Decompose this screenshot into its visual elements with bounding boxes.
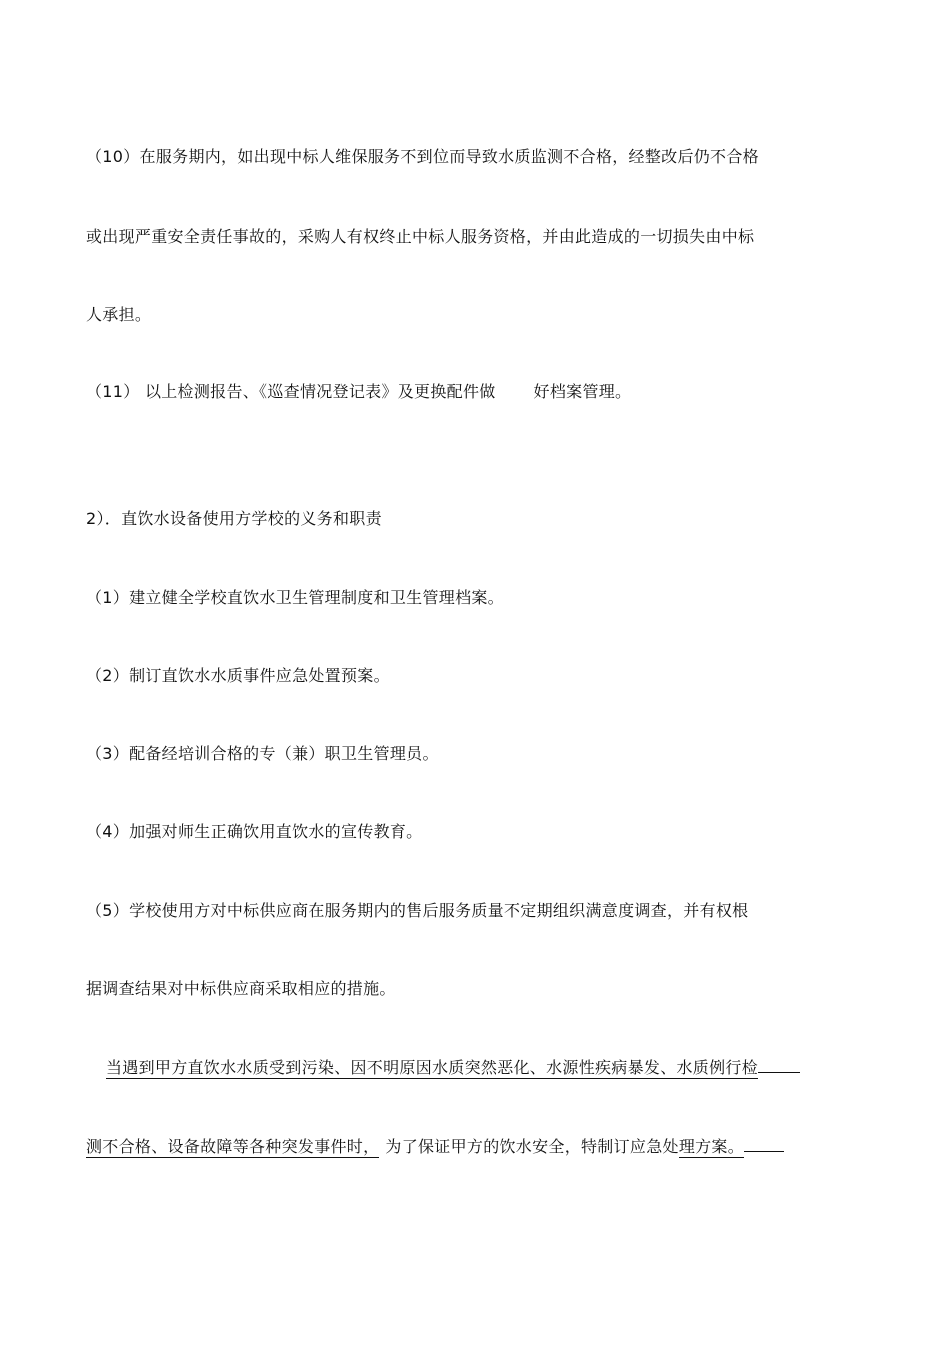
- emergency-intro-line-2: [86, 1136, 784, 1158]
- duty-item-2: （2）制订直饮水水质事件应急处置预案。: [86, 666, 390, 685]
- clause-11-text-2: 好档案管理。: [533, 382, 632, 401]
- clause-10-line-2: 或出现严重安全责任事故的，采购人有权终止中标人服务资格，并由此造成的一切损失由中标: [86, 227, 755, 246]
- duty-item-4: （4）加强对师生正确饮用直饮水的宣传教育。: [86, 822, 423, 841]
- section-2-heading: 2）．直饮水设备使用方学校的义务和职责: [86, 509, 382, 528]
- duty-item-5-line-2: 据调查结果对中标供应商采取相应的措施。: [86, 979, 396, 998]
- duty-item-5-line-1: （5）学校使用方对中标供应商在服务期内的售后服务质量不定期组织满意度调查，并有权根: [86, 901, 749, 920]
- clause-11: [86, 381, 631, 403]
- emergency-text-underlined-3: 理方案。: [678, 1137, 745, 1156]
- clause-10-line-1: （10）在服务期内，如出现中标人维保服务不到位而导致水质监测不合格，经整改后仍不合格: [86, 147, 759, 166]
- emergency-text-plain: 为了保证甲方的饮水安全，特制订应急处: [385, 1137, 679, 1156]
- underline-tail-2: [744, 1151, 784, 1152]
- emergency-intro-line-1: [86, 1057, 800, 1079]
- clause-10-line-3: 人承担。: [86, 305, 152, 324]
- underline-tail-1: [758, 1072, 800, 1073]
- emergency-text-underlined-2: 测不合格、设备故障等各种突发事件时，: [86, 1137, 380, 1156]
- emergency-text-underlined-1: 当遇到甲方直饮水水质受到污染、因不明原因水质突然恶化、水源性疾病暴发、水质例行检: [106, 1058, 759, 1077]
- duty-item-3: （3）配备经培训合格的专（兼）职卫生管理员。: [86, 744, 439, 763]
- duty-item-1: （1）建立健全学校直饮水卫生管理制度和卫生管理档案。: [86, 588, 504, 607]
- clause-11-text-1: （11） 以上检测报告、《巡查情况登记表》及更换配件做: [86, 382, 496, 401]
